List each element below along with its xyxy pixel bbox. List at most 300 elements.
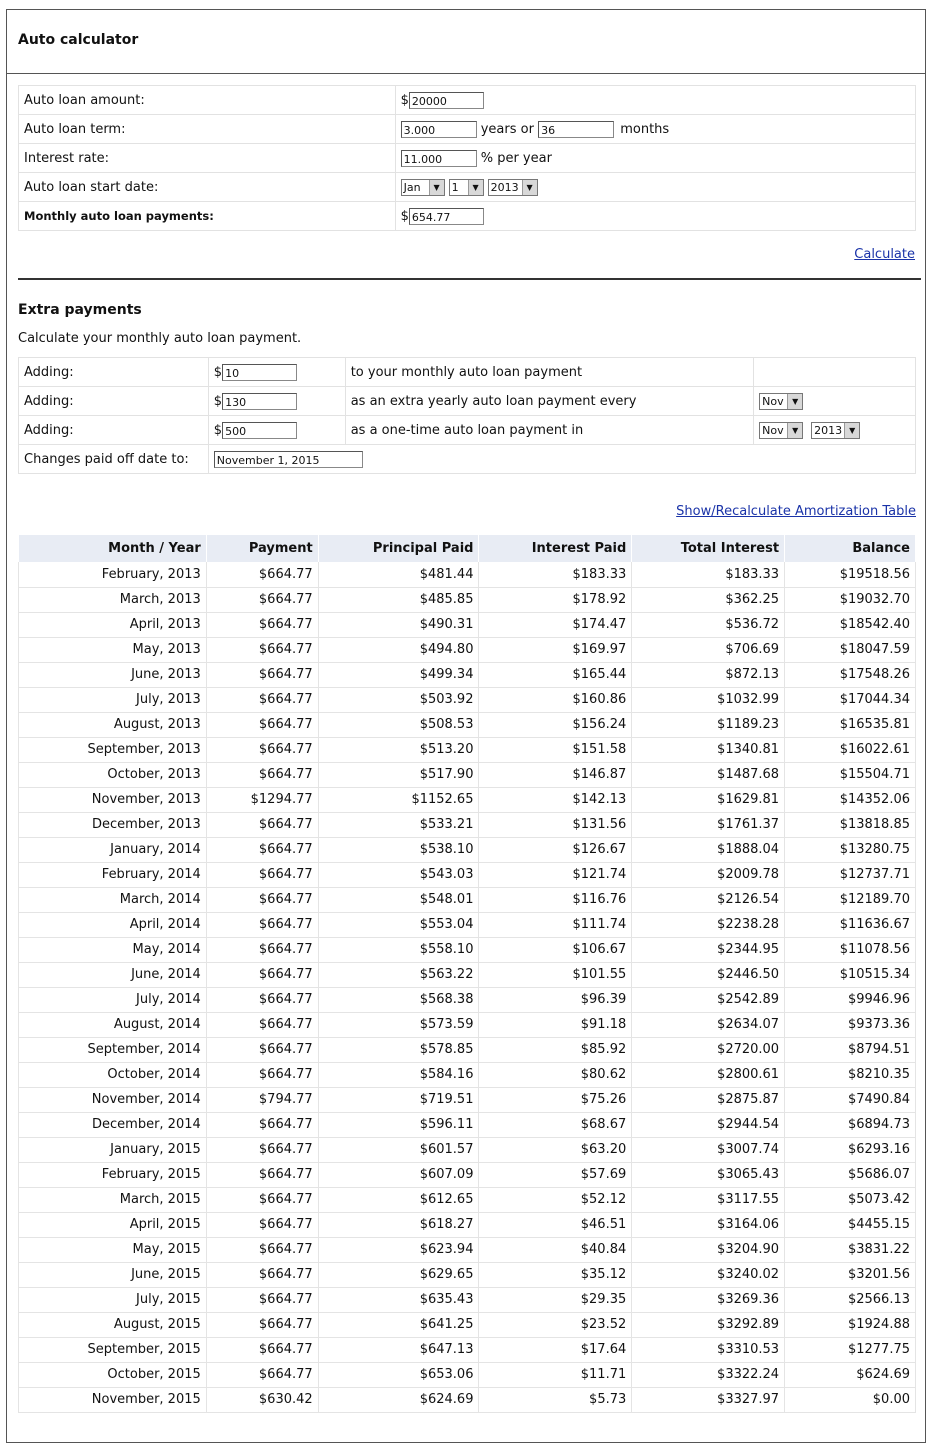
table-cell: $3117.55 [632,1187,785,1212]
table-cell: $1629.81 [632,787,785,812]
table-cell: August, 2013 [19,712,207,737]
extra-monthly-row [19,358,916,387]
table-cell: $178.92 [479,587,632,612]
table-cell: $553.04 [318,912,479,937]
table-cell: April, 2013 [19,612,207,637]
table-cell: $578.85 [318,1037,479,1062]
table-cell: $12189.70 [785,887,916,912]
table-cell: June, 2013 [19,662,207,687]
table-cell: September, 2015 [19,1337,207,1362]
table-cell: $5686.07 [785,1162,916,1187]
onetime-year-select[interactable] [811,422,860,439]
table-cell: $3007.74 [632,1137,785,1162]
table-cell: $18542.40 [785,612,916,637]
extra-label: Adding: [19,358,209,387]
table-cell: October, 2013 [19,762,207,787]
extra-amount-cell [208,387,345,416]
table-cell: September, 2013 [19,737,207,762]
table-cell: $63.20 [479,1137,632,1162]
table-row [19,612,916,637]
calculator-frame [6,9,926,1443]
table-cell: $18047.59 [785,637,916,662]
table-cell: November, 2013 [19,787,207,812]
chevron-down-icon: ▼ [468,180,483,195]
dollar-prefix: $ [213,393,223,409]
table-cell: $3204.90 [632,1237,785,1262]
table-cell: $151.58 [479,737,632,762]
table-cell: $664.77 [206,887,318,912]
page-title: Auto calculator [7,10,925,74]
table-cell: $57.69 [479,1162,632,1187]
table-cell: $9373.36 [785,1012,916,1037]
table-cell: June, 2014 [19,962,207,987]
table-row [19,1212,916,1237]
table-row [19,1237,916,1262]
table-cell: May, 2013 [19,637,207,662]
payoff-row [19,445,916,474]
table-cell: $13818.85 [785,812,916,837]
table-cell: $536.72 [632,612,785,637]
table-cell: July, 2015 [19,1287,207,1312]
table-cell: $490.31 [318,612,479,637]
table-cell: $5.73 [479,1387,632,1412]
start-date-cell [395,173,915,202]
start-date-row [19,173,916,202]
table-row [19,1062,916,1087]
table-cell: $664.77 [206,1187,318,1212]
table-cell: $706.69 [632,637,785,662]
table-cell: August, 2014 [19,1012,207,1037]
table-cell: $23.52 [479,1312,632,1337]
table-cell: $508.53 [318,712,479,737]
table-cell: May, 2015 [19,1237,207,1262]
table-row [19,1362,916,1387]
table-cell: $664.77 [206,587,318,612]
table-cell: $1152.65 [318,787,479,812]
table-cell: $503.92 [318,687,479,712]
interest-rate-input[interactable]: 11.000 [401,150,477,167]
start-date-label: Auto loan start date: [19,173,396,202]
table-cell: $2634.07 [632,1012,785,1037]
payoff-date-output: November 1, 2015 [214,451,363,468]
years-or-text: years or [480,121,534,137]
table-cell: $17044.34 [785,687,916,712]
extra-onetime-input[interactable]: 500 [222,422,297,439]
table-cell: $6293.16 [785,1137,916,1162]
table-cell: February, 2014 [19,862,207,887]
dollar-prefix: $ [213,422,223,438]
table-cell: October, 2015 [19,1362,207,1387]
table-cell: $29.35 [479,1287,632,1312]
yearly-month-value: Nov [762,394,784,408]
table-cell: $543.03 [318,862,479,887]
table-cell: $548.01 [318,887,479,912]
table-cell: $601.57 [318,1137,479,1162]
table-cell: $630.42 [206,1387,318,1412]
extra-monthly-input[interactable]: 10 [222,364,297,381]
table-cell: $558.10 [318,937,479,962]
column-header: Payment [206,535,318,562]
amortization-header-row [19,535,916,562]
dollar-prefix: $ [213,364,223,380]
table-cell: $16022.61 [785,737,916,762]
table-cell: September, 2014 [19,1037,207,1062]
table-row [19,712,916,737]
start-month-select[interactable] [401,179,445,196]
table-row [19,1037,916,1062]
table-cell: $183.33 [479,562,632,587]
table-cell: $3327.97 [632,1387,785,1412]
table-cell: $91.18 [479,1012,632,1037]
table-cell: $612.65 [318,1187,479,1212]
table-cell: $40.84 [479,1237,632,1262]
table-cell: August, 2015 [19,1312,207,1337]
table-cell: $106.67 [479,937,632,962]
table-cell: $653.06 [318,1362,479,1387]
table-row [19,1012,916,1037]
table-cell: $121.74 [479,862,632,887]
amortization-table-link[interactable]: Show/Recalculate Amortization Table [676,504,916,519]
table-cell: $46.51 [479,1212,632,1237]
loan-term-cell [395,115,915,144]
table-cell: November, 2014 [19,1087,207,1112]
table-cell: January, 2015 [19,1137,207,1162]
table-row [19,1112,916,1137]
table-cell: $13280.75 [785,837,916,862]
table-cell: $1340.81 [632,737,785,762]
table-cell: $664.77 [206,637,318,662]
table-cell: $647.13 [318,1337,479,1362]
table-cell: $596.11 [318,1112,479,1137]
table-cell: $563.22 [318,962,479,987]
table-cell: $131.56 [479,812,632,837]
loan-amount-cell [395,86,915,115]
onetime-month-select[interactable] [759,422,803,439]
table-cell: $618.27 [318,1212,479,1237]
table-cell: July, 2014 [19,987,207,1012]
table-cell: $3831.22 [785,1237,916,1262]
table-cell: $4455.15 [785,1212,916,1237]
table-row [19,1087,916,1112]
loan-term-months-input[interactable]: 36 [538,121,614,138]
table-cell: $3065.43 [632,1162,785,1187]
table-cell: $3164.06 [632,1212,785,1237]
payoff-label: Changes paid off date to: [19,445,209,474]
table-cell: $629.65 [318,1262,479,1287]
table-cell: $14352.06 [785,787,916,812]
table-row [19,812,916,837]
loan-term-label: Auto loan term: [19,115,396,144]
table-cell: $11636.67 [785,912,916,937]
table-cell: $111.74 [479,912,632,937]
extra-label: Adding: [19,387,209,416]
table-cell: $52.12 [479,1187,632,1212]
table-cell: $80.62 [479,1062,632,1087]
extra-label: Adding: [19,416,209,445]
table-cell: $664.77 [206,612,318,637]
table-cell: $3240.02 [632,1262,785,1287]
interest-rate-cell [395,144,915,173]
table-cell: $664.77 [206,1262,318,1287]
table-cell: $485.85 [318,587,479,612]
table-cell: $664.77 [206,712,318,737]
table-cell: $16535.81 [785,712,916,737]
table-cell: $3201.56 [785,1262,916,1287]
table-cell: $664.77 [206,812,318,837]
table-row [19,1162,916,1187]
monthly-payment-cell [395,202,915,231]
table-cell: $664.77 [206,1162,318,1187]
table-cell: December, 2014 [19,1112,207,1137]
table-cell: $2238.28 [632,912,785,937]
table-cell: $1294.77 [206,787,318,812]
table-cell: $664.77 [206,1312,318,1337]
loan-form-table [18,85,916,231]
monthly-payment-label: Monthly auto loan payments: [19,202,396,231]
table-cell: $10515.34 [785,962,916,987]
table-cell: $2009.78 [632,862,785,887]
table-cell: $3292.89 [632,1312,785,1337]
table-cell: $664.77 [206,1212,318,1237]
interest-rate-label: Interest rate: [19,144,396,173]
table-cell: $664.77 [206,1012,318,1037]
table-cell: $3269.36 [632,1287,785,1312]
table-cell: $623.94 [318,1237,479,1262]
table-cell: $664.77 [206,762,318,787]
table-cell: $584.16 [318,1062,479,1087]
table-cell: $2344.95 [632,937,785,962]
table-cell: $15504.71 [785,762,916,787]
extra-payments-subtitle: Calculate your monthly auto loan payment. [18,331,302,346]
extra-amount-cell [208,416,345,445]
table-cell: $8794.51 [785,1037,916,1062]
table-cell: $2126.54 [632,887,785,912]
table-cell: $2875.87 [632,1087,785,1112]
table-row [19,587,916,612]
table-cell: $624.69 [318,1387,479,1412]
chevron-down-icon: ▼ [429,180,444,195]
table-cell: $1487.68 [632,762,785,787]
table-row [19,1137,916,1162]
table-row [19,662,916,687]
table-cell: $1888.04 [632,837,785,862]
column-header: Balance [785,535,916,562]
table-cell: $568.38 [318,987,479,1012]
table-cell: $362.25 [632,587,785,612]
amortization-table [18,535,916,1413]
table-cell: May, 2014 [19,937,207,962]
table-cell: $664.77 [206,912,318,937]
table-cell: $517.90 [318,762,479,787]
months-text: months [620,121,670,137]
yearly-month-select[interactable] [759,393,803,410]
table-cell: $794.77 [206,1087,318,1112]
start-year-select[interactable] [488,179,538,196]
section-divider [18,278,921,280]
table-cell: $499.34 [318,662,479,687]
table-row [19,562,916,587]
table-cell: $641.25 [318,1312,479,1337]
table-row [19,1262,916,1287]
table-cell: $2566.13 [785,1287,916,1312]
column-header: Month / Year [19,535,207,562]
table-cell: $664.77 [206,662,318,687]
table-cell: $2542.89 [632,987,785,1012]
table-cell: $664.77 [206,987,318,1012]
extra-amount-cell [208,358,345,387]
table-cell: $664.77 [206,862,318,887]
table-row [19,837,916,862]
loan-term-years-input[interactable]: 3.000 [401,121,477,138]
extra-desc: as an extra yearly auto loan payment every [345,387,753,416]
table-cell: $0.00 [785,1387,916,1412]
table-row [19,1337,916,1362]
table-cell: $664.77 [206,962,318,987]
table-row [19,962,916,987]
table-cell: $17548.26 [785,662,916,687]
table-cell: $664.77 [206,687,318,712]
table-cell: $68.67 [479,1112,632,1137]
calculate-link[interactable]: Calculate [854,247,915,262]
table-cell: $1761.37 [632,812,785,837]
chevron-down-icon: ▼ [787,394,802,409]
table-cell: $533.21 [318,812,479,837]
table-cell: March, 2015 [19,1187,207,1212]
amortization-body [19,562,916,1412]
extra-onetime-row [19,416,916,445]
table-cell: February, 2013 [19,562,207,587]
monthly-payment-row [19,202,916,231]
table-cell: $9946.96 [785,987,916,1012]
table-cell: $664.77 [206,562,318,587]
table-row [19,862,916,887]
start-day-value: 1 [451,180,459,194]
amortization-link-row [18,504,916,519]
table-cell: April, 2015 [19,1212,207,1237]
table-cell: $169.97 [479,637,632,662]
extra-yearly-month-cell [754,387,916,416]
column-header: Principal Paid [318,535,479,562]
table-cell: November, 2015 [19,1387,207,1412]
table-cell: $538.10 [318,837,479,862]
table-cell: $11078.56 [785,937,916,962]
table-row [19,737,916,762]
table-cell: $664.77 [206,1037,318,1062]
loan-amount-input[interactable]: 20000 [409,92,484,109]
table-cell: $513.20 [318,737,479,762]
start-year-value: 2013 [490,180,519,194]
table-cell: July, 2013 [19,687,207,712]
table-cell: $635.43 [318,1287,479,1312]
chevron-down-icon: ▼ [522,180,537,195]
table-cell: March, 2013 [19,587,207,612]
table-cell: $664.77 [206,1112,318,1137]
table-row [19,1187,916,1212]
table-cell: $5073.42 [785,1187,916,1212]
table-cell: $664.77 [206,1237,318,1262]
table-cell: $2720.00 [632,1037,785,1062]
calculator-body [7,85,925,1413]
table-cell: $494.80 [318,637,479,662]
dollar-prefix: $ [400,92,409,108]
table-cell: $664.77 [206,837,318,862]
extra-yearly-input[interactable]: 130 [222,393,297,410]
interest-rate-row [19,144,916,173]
table-cell: $75.26 [479,1087,632,1112]
start-day-select[interactable] [449,179,484,196]
onetime-year-value: 2013 [814,423,843,437]
table-cell: $664.77 [206,1137,318,1162]
table-cell: $19518.56 [785,562,916,587]
loan-amount-label: Auto loan amount: [19,86,396,115]
table-cell: $96.39 [479,987,632,1012]
per-year-text: % per year [480,150,552,166]
table-cell: February, 2015 [19,1162,207,1187]
table-cell: $607.09 [318,1162,479,1187]
monthly-payment-output: 654.77 [409,208,484,225]
table-cell: $156.24 [479,712,632,737]
extra-empty-cell [754,358,916,387]
table-cell: $142.13 [479,787,632,812]
table-cell: $101.55 [479,962,632,987]
table-cell: $6894.73 [785,1112,916,1137]
table-cell: $1032.99 [632,687,785,712]
table-cell: $17.64 [479,1337,632,1362]
table-cell: $165.44 [479,662,632,687]
table-row [19,762,916,787]
table-cell: $2944.54 [632,1112,785,1137]
table-row [19,987,916,1012]
extra-yearly-row [19,387,916,416]
table-cell: June, 2015 [19,1262,207,1287]
table-cell: $2446.50 [632,962,785,987]
table-row [19,887,916,912]
table-cell: $3310.53 [632,1337,785,1362]
table-cell: $160.86 [479,687,632,712]
table-cell: October, 2014 [19,1062,207,1087]
table-cell: $85.92 [479,1037,632,1062]
table-cell: $35.12 [479,1262,632,1287]
table-cell: $872.13 [632,662,785,687]
table-cell: $146.87 [479,762,632,787]
table-cell: $1189.23 [632,712,785,737]
table-cell: January, 2014 [19,837,207,862]
start-month-value: Jan [403,180,421,194]
table-row [19,1312,916,1337]
table-cell: $664.77 [206,1287,318,1312]
extra-desc: as a one-time auto loan payment in [345,416,753,445]
table-row [19,687,916,712]
table-cell: $2800.61 [632,1062,785,1087]
dollar-prefix: $ [400,208,409,224]
chevron-down-icon: ▼ [844,423,859,438]
calculate-link-row [18,231,915,265]
table-cell: $664.77 [206,1337,318,1362]
table-cell: December, 2013 [19,812,207,837]
column-header: Interest Paid [479,535,632,562]
table-cell: $1924.88 [785,1312,916,1337]
table-row [19,937,916,962]
extra-onetime-date-cell [754,416,916,445]
table-row [19,1287,916,1312]
loan-amount-row [19,86,916,115]
table-cell: $1277.75 [785,1337,916,1362]
table-cell: $624.69 [785,1362,916,1387]
payoff-cell [208,445,915,474]
table-cell: $7490.84 [785,1087,916,1112]
extra-desc: to your monthly auto loan payment [345,358,753,387]
table-cell: $8210.35 [785,1062,916,1087]
